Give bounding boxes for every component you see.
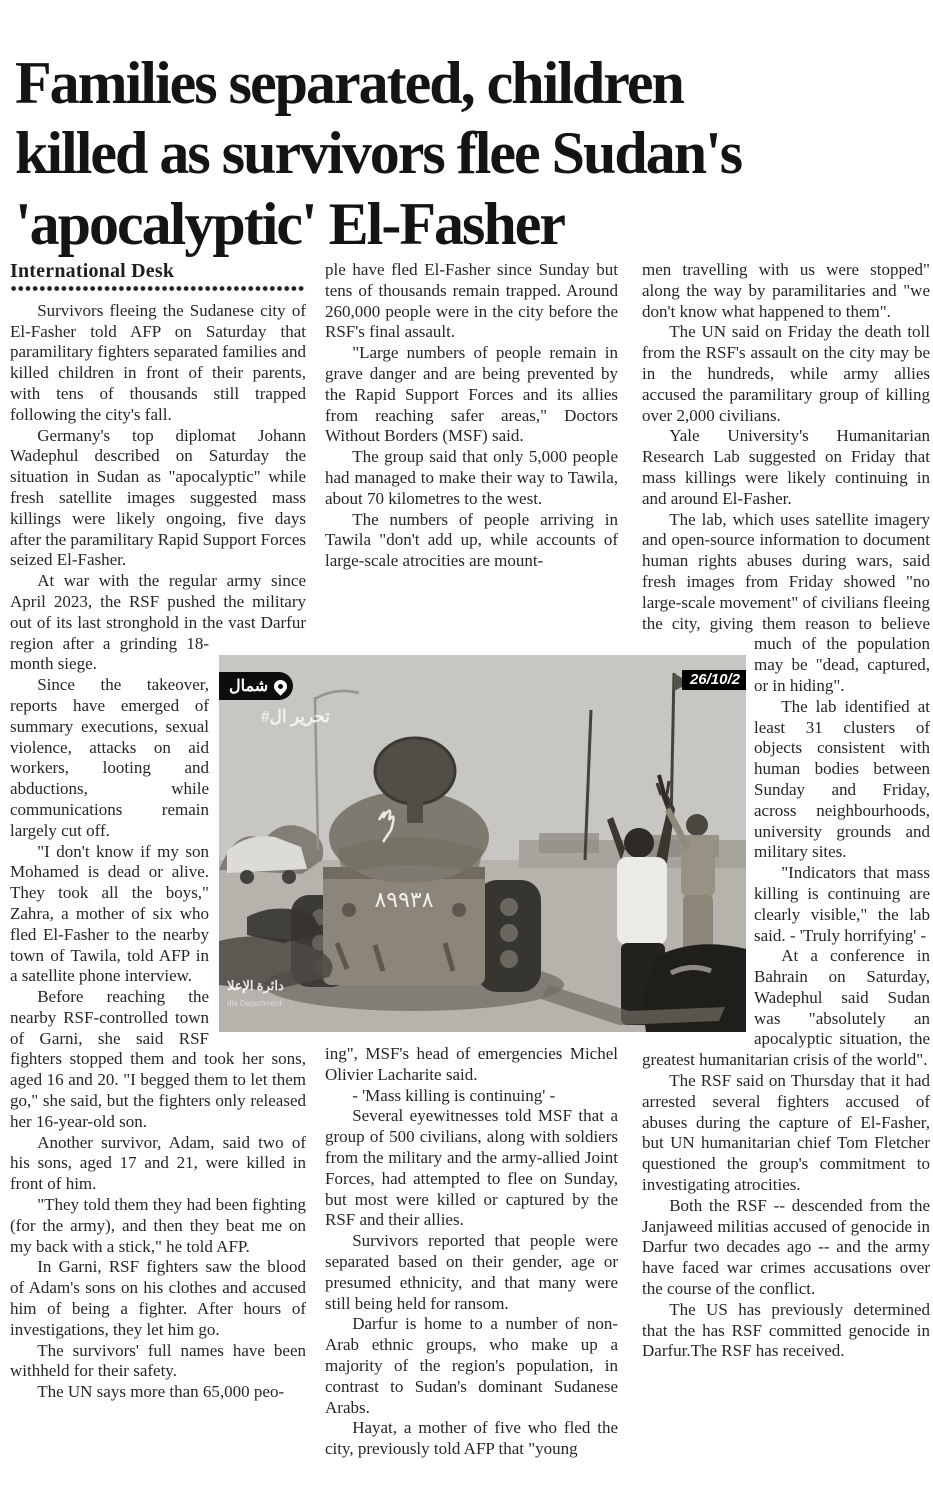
article-paragraph: "Indicators that mass killing is continuing are clearly visible," the lab said. - 'Truly horrifying' -	[754, 863, 930, 945]
tank-hatch-hinge	[407, 801, 423, 823]
watermark-latin: dia Department	[227, 999, 282, 1008]
person-white-shirt	[617, 857, 667, 945]
article-paragraph: Germany's top diplomat Johann Wadephul described on Saturday the situation in Sudan as "apocalyptic" while fresh satellite images suggested mass killings were likely ongoing, five days after the paramilitary Rapid Support Forces seized El-Fasher.	[10, 425, 306, 570]
headline-line: Families separated, children	[15, 50, 683, 117]
location-pin-icon	[271, 677, 289, 695]
article-paragraph: Several eyewitnesses told MSF that a group of 500 civilians, along with soldiers from the military and the army-allied Joint Forces, had attempted to flee on Sunday, but most were killed or captured by the RSF and their allies.	[325, 1106, 618, 1230]
article-paragraph: The lab identified at least 31 clusters of objects consistent with human bodies between Sunday and Friday, across neighbourhoods, university grounds and military sites.	[754, 696, 930, 862]
column-2-below-photo	[325, 1044, 618, 1460]
section-label: International Desk	[10, 261, 175, 282]
article-paragraph: The US has previously determined that the has RSF committed genocide in Darfur.The RSF has received.	[642, 1299, 930, 1361]
tank-wheel	[500, 898, 518, 916]
article-paragraph: Before reaching the nearby RSF-controlled town of Garni, she said RSF fighters stopped them and took her sons, aged 16 and 20. "I begged them to let them go," she said, but the fighters only released her 16-year-old son.	[10, 987, 306, 1131]
article-paragraph: men travelling with us were stopped" along the way by paramilitaries and "we don't know what happened to them".	[642, 260, 930, 321]
article-paragraph: Yale University's Humanitarian Research Lab suggested on Friday that mass killings were likely continuing in and around El-Fasher.	[642, 426, 930, 508]
dotted-divider	[10, 285, 306, 292]
article-paragraph: - 'Mass killing is continuing' -	[352, 1085, 556, 1105]
article-paragraph: "Large numbers of people remain in grave danger and are being prevented by the Rapid Support Forces and its allies from reaching safer areas," Doctors Without Borders (MSF) said.	[325, 343, 618, 446]
article-paragraph: The RSF said on Thursday that it had arrested several fighters accused of abuses during the capture of El-Fasher, but UN humanitarian chief Tom Fletcher questioned the group's commitment to investigating atrocities.	[642, 1071, 930, 1195]
article-paragraph: Another survivor, Adam, said two of his sons, aged 17 and 21, were killed in front of him.	[10, 1132, 306, 1194]
person-head	[624, 828, 654, 858]
car-wheel	[282, 870, 296, 884]
article-paragraph: In Garni, RSF fighters saw the blood of Adam's sons on his clothes and accused him of being a fighter. After hours of investigations, they let him go.	[10, 1257, 306, 1339]
article-paragraph: Both the RSF -- descended from the Janjaweed militias accused of genocide in Darfur two decades ago -- and the army have faced war crimes accusations over the course of the conflict.	[642, 1195, 930, 1299]
article-headline	[15, 48, 920, 259]
article-paragraph: The group said that only 5,000 people had managed to make their way to Tawila, about 70 kilometres to the west.	[325, 447, 618, 508]
article-paragraph: The numbers of people arriving in Tawila "don't add up, while accounts of large-scale atrocities are mount-	[325, 509, 618, 571]
article-paragraph: "I don't know if my son Mohamed is dead or alive. They took all the boys," Zahra, a mother of six who fled El-Fasher to the nearby town of Tawila, told AFP in a satellite phone interview.	[10, 841, 209, 986]
tank-marking: ٨٩٩٣٨	[374, 887, 434, 912]
soldier-head	[686, 814, 708, 836]
news-photo	[219, 655, 746, 1032]
hashtag-overlay: #تحرير ال	[261, 707, 331, 726]
article-paragraph: Survivors reported that people were separated based on their gender, age or presumed ethnicity, and that many were still being held for ransom.	[325, 1231, 618, 1313]
timestamp-overlay: 26/10/2	[682, 670, 746, 690]
headline-line: killed as survivors flee Sudan's	[15, 120, 742, 187]
article-paragraph: The lab, which uses satellite imagery and open-source information to document human rights abuses during wars, said fresh images from Friday showed "no large-scale movement" of civilians fleeing the city, giving them reason to believe much of the population may be "dead, captured, or in hiding".	[642, 509, 930, 695]
article-paragraph: At war with the regular army since April 2023, the RSF pushed the military out of its last stronghold in the vast Darfur region after a grinding 18-month siege.	[10, 571, 306, 674]
column-2-above-photo	[325, 260, 618, 644]
article-paragraph: Hayat, a mother of five who fled the city, previously told AFP that "young	[325, 1418, 618, 1459]
tank-hatch-bolt	[452, 903, 466, 917]
tank-hatch-bolt	[342, 903, 356, 917]
location-badge-label: شمال	[229, 678, 269, 695]
location-badge	[219, 672, 293, 700]
article-paragraph: ing", MSF's head of emergencies Michel Olivier Lacharite said.	[325, 1044, 618, 1084]
photo-ruin-block	[539, 833, 599, 853]
article-paragraph: At a conference in Bahrain on Saturday, Wadephul said Sudan was "absolutely an apocalyptic situation, the greatest humanitarian crisis of the world".	[642, 946, 930, 1070]
article-paragraph: The survivors' full names have been withheld for their safety.	[10, 1340, 306, 1381]
article-paragraph: The UN says more than 65,000 peo-	[37, 1382, 285, 1402]
article-paragraph: Since the takeover, reports have emerged of summary executions, sexual violence, attacks on aid workers, looting and abductions, while communications remain largely cut off.	[10, 675, 209, 840]
article-paragraph: Darfur is home to a number of non-Arab ethnic groups, who make up a majority of the region's population, in contrast to Sudan's dominant Sudanese Arabs.	[325, 1314, 618, 1417]
article-paragraph: "They told them they had been fighting (for the army), and then they beat me on my back with a stick," he told AFP.	[10, 1195, 306, 1256]
tank-wheel	[500, 924, 518, 942]
watermark-arabic: دائرة الإعلا	[227, 978, 284, 993]
tank-wheel	[500, 950, 518, 968]
headline-line: 'apocalyptic' El-Fasher	[15, 190, 564, 257]
car-wheel	[240, 870, 254, 884]
article-paragraph: Survivors fleeing the Sudanese city of El-Fasher told AFP on Saturday that paramilitary fighters separated families and killed children in front of their parents, with tens of thousands still trapped following the city's fall.	[10, 300, 306, 424]
tank-hatch-lid	[375, 738, 455, 804]
article-paragraph: The UN said on Friday the death toll from the RSF's assault on the city may be in the hundreds, while army allies accused the paramilitary group of killing over 2,000 civilians.	[642, 322, 930, 425]
article-paragraph: ple have fled El-Fasher since Sunday but tens of thousands remain trapped. Around 260,000 people were in the city before the RSF's final assault.	[325, 260, 618, 342]
